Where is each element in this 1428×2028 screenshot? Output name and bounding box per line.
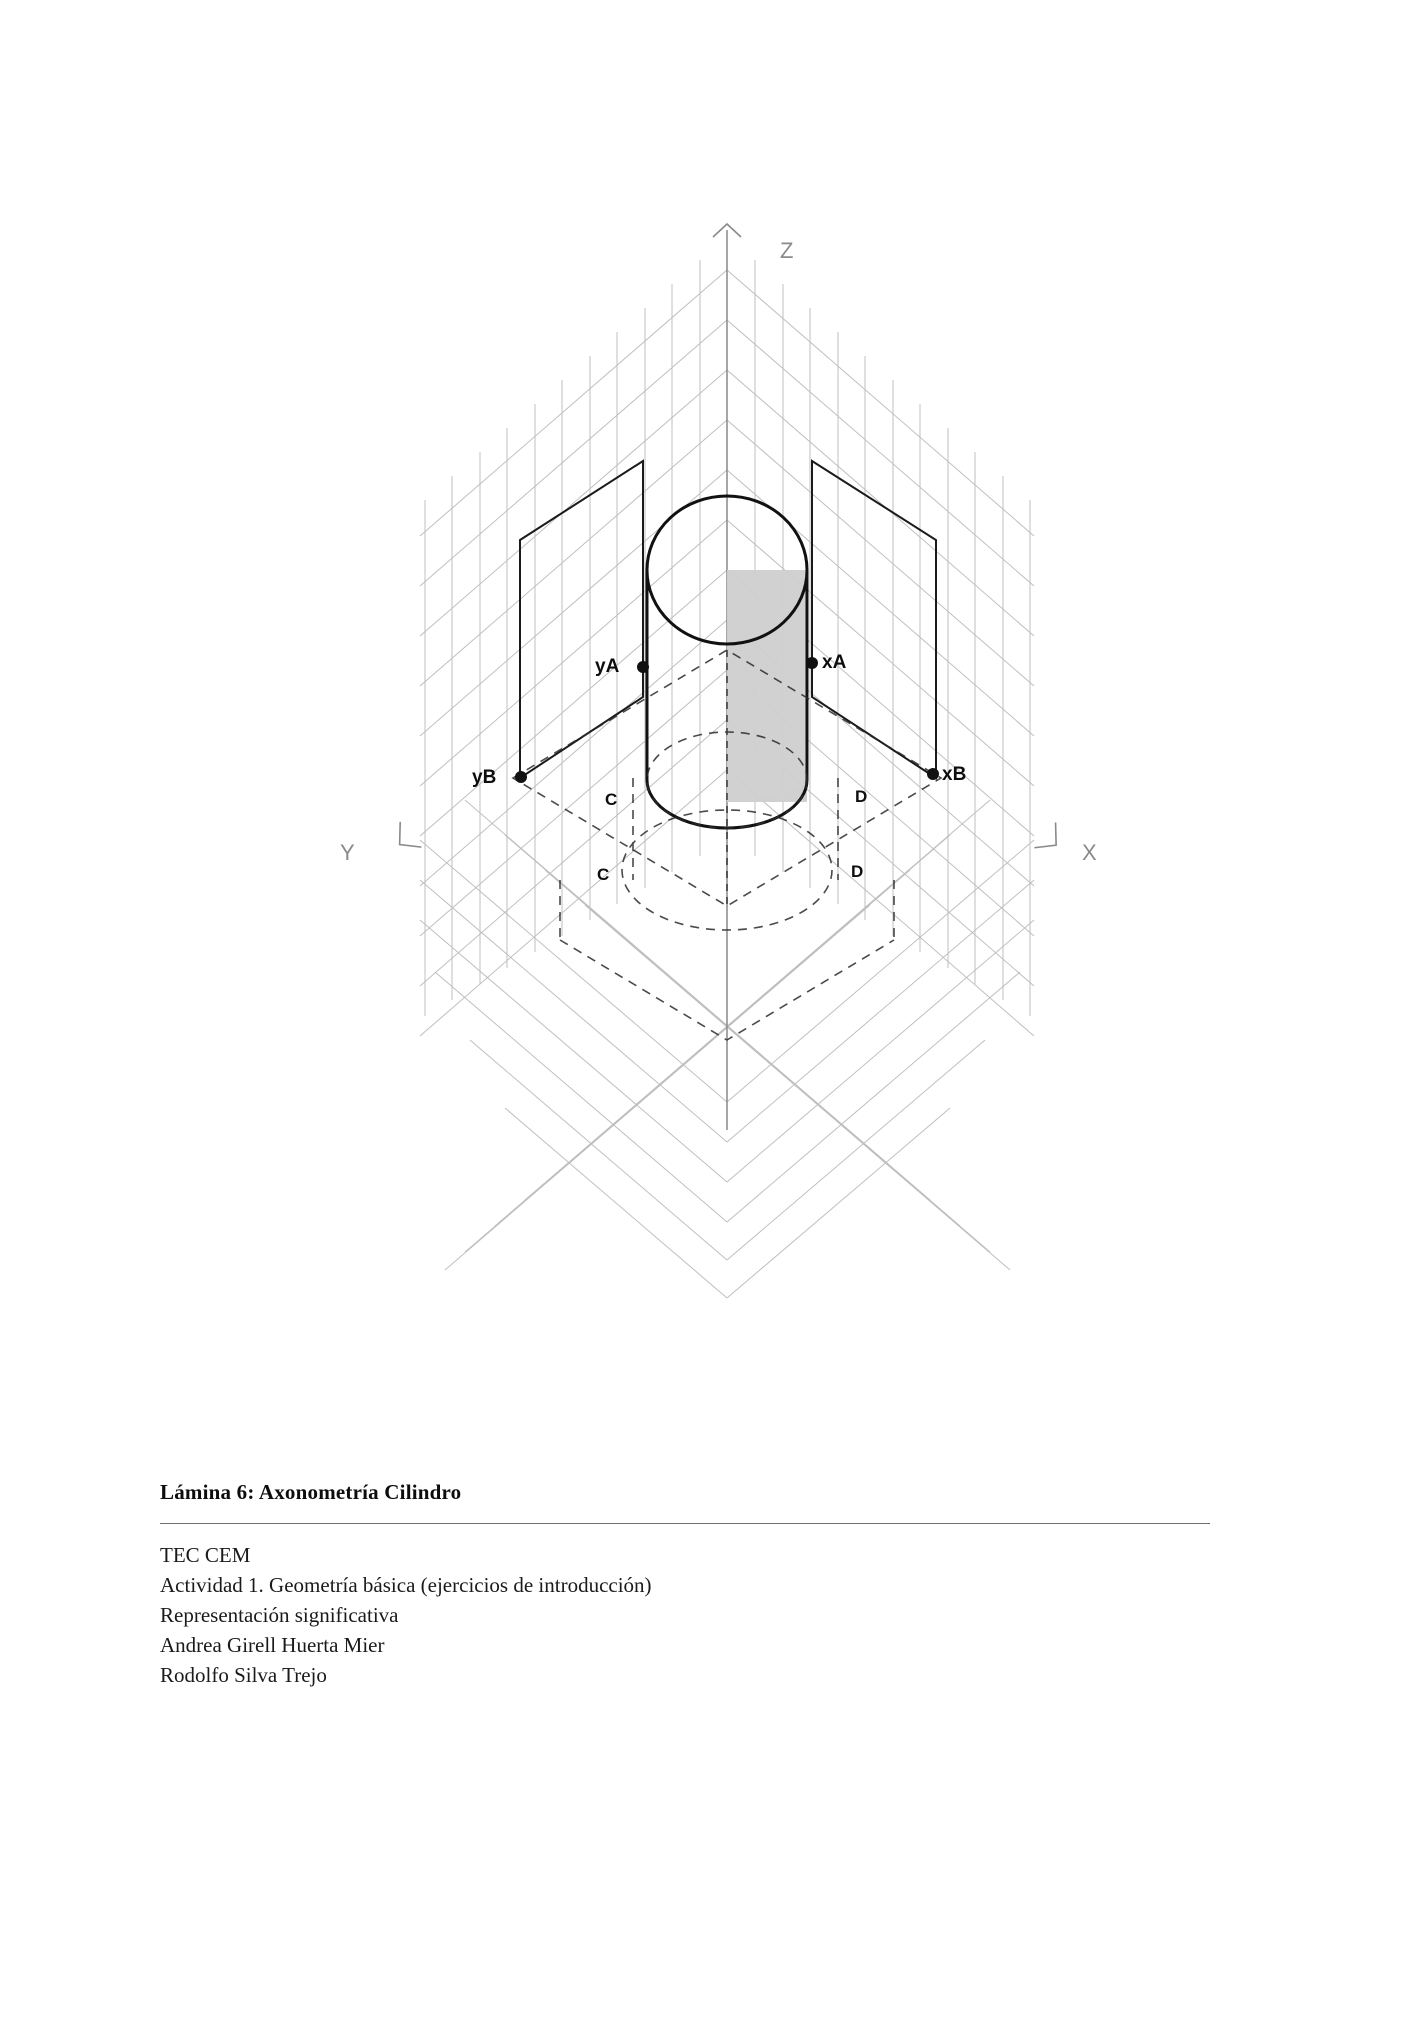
z-axis-label: Z [780,238,794,263]
x-axis-label: X [1082,840,1097,865]
meta-line-author-2: Rodolfo Silva Trejo [160,1663,327,1687]
right-plane [812,461,936,778]
label-d-lower: D [851,862,864,881]
horizontal-rule [160,1523,1210,1524]
label-xa: xA [822,652,847,673]
point-ya [637,661,649,673]
caption-block [160,1480,1260,1690]
cylinder-shade-rect [727,570,807,802]
point-labels [472,652,966,884]
meta-line-activity: Actividad 1. Geometría básica (ejercicios de introducción) [160,1573,652,1597]
meta-line-course: TEC CEM [160,1543,251,1567]
figure-axonometric-cylinder [0,180,1428,1360]
label-ya: yA [595,656,620,677]
figure-caption-title: Lámina 6: Axonometría Cilindro [160,1480,462,1504]
label-c-upper: C [605,790,618,809]
figure-svg [0,180,1428,1360]
point-xb [927,768,939,780]
meta-line-topic: Representación significativa [160,1603,399,1627]
point-xa [806,657,818,669]
label-d-upper: D [855,787,868,806]
cylinder-shading [647,543,807,802]
meta-line-author-1: Andrea Girell Huerta Mier [160,1633,385,1657]
label-yb: yB [472,767,497,788]
label-c-lower: C [597,865,610,884]
y-axis-label: Y [340,840,355,865]
point-yb [515,771,527,783]
label-xb: xB [942,764,967,785]
